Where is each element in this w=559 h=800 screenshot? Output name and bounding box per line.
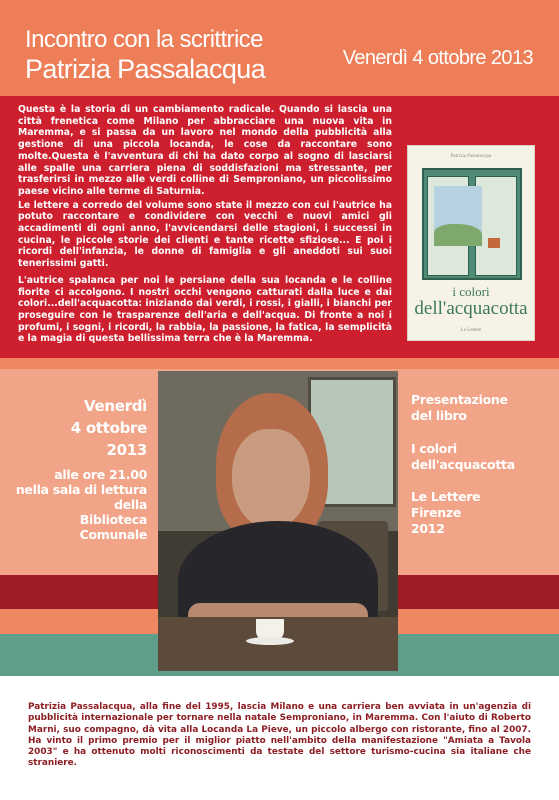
- presentation-details: [411, 392, 515, 537]
- intro-paragraph: Le lettere a corredo del volume sono state il mezzo con cui l'autrice ha potuto raccontare e condividere con vecchi e nuovi amici gli accadimenti di ogni anno, l'avvicendarsi delle stagioni, i successi in cucina, le piccole storie dei clienti e tante ricette sfiziose... E poi i ricordi dell'infanzia, le donne di famiglia e gli aneddoti sui suoi tenerissimi gatti.: [18, 199, 392, 270]
- photo-face: [232, 429, 310, 529]
- publication-year: 2012: [411, 521, 445, 536]
- book-cover-image: [407, 145, 535, 341]
- author-name: Patrizia Passalacqua: [25, 54, 266, 84]
- event-day: Venerdì: [84, 397, 147, 415]
- event-venue: nella sala di lettura: [15, 482, 147, 497]
- intro-text: [18, 104, 392, 350]
- publisher: Le Lettere: [411, 489, 481, 504]
- event-venue: Biblioteca: [79, 512, 147, 527]
- publisher-city: Firenze: [411, 505, 462, 520]
- header-banner: [0, 0, 559, 96]
- event-date: 4 ottobre: [70, 419, 147, 437]
- event-time: alle ore 21.00: [54, 467, 147, 482]
- book-title: I colori: [411, 441, 457, 456]
- event-year: 2013: [106, 441, 147, 459]
- event-title: Incontro con la scrittrice: [25, 26, 263, 53]
- book-cover-title: i colori: [452, 284, 490, 299]
- intro-paragraph: L'autrice spalanca per noi le persiane della sua locanda e le colline fiorite ci accolgono. I nostri occhi vengono catturati dalla luce e dai colori...dell'acquacotta: iniziando dai verdi, i rossi, i gialli, i bianchi per proseguire con le trasparenze dell'aria e dell'acqua. Di fronte a noi i profumi, i sogni, i ricordi, la rabbia, la passione, la fatica, la semplicità e la magia di questa bellissima terra che è la Maremma.: [18, 274, 392, 345]
- book-cover-publisher: Le Lettere: [460, 328, 482, 333]
- green-hills: [434, 224, 482, 246]
- header-date: Venerdì 4 ottobre 2013: [342, 47, 533, 69]
- book-title: dell'acquacotta: [411, 457, 515, 472]
- event-venue: Comunale: [79, 527, 147, 542]
- flower-pot: [488, 238, 500, 248]
- author-bio: Patrizia Passalacqua, alla fine del 1995, lascia Milano e una carriera ben avviata in un'agenzia di pubblicità internazionale per tornare nella natale Semproniano, in Maremma. Con l'aiuto di Roberto Marni, suo compagno, dà vita alla Locanda La Pieve, un piccolo albergo con ristorante, fino al 2007. Ha vinto il primo premio per il miglior piatto nell'ambito della manifestazione "Amiata a Tavola 2003" e ha ottenuto molti riconoscimenti da testate del settore turismo-cucina sia italiane che straniere.: [28, 702, 531, 769]
- event-venue: della: [114, 497, 147, 512]
- presentation-label: Presentazione: [411, 392, 508, 407]
- author-photo: [158, 371, 398, 671]
- coffee-saucer: [246, 637, 294, 645]
- book-cover-author: Patrizia Passalacqua: [450, 154, 492, 159]
- event-details: [16, 395, 147, 542]
- intro-paragraph: Questa è la storia di un cambiamento radicale. Quando si lascia una città frenetica come Milano per abbracciare una nuova vita in Maremma, e si passa da un lavoro nel mondo della pubblicità alla gestione di una piccola locanda, le cose da raccontare sono molte.Questa è l'avventura di chi ha dato corpo al sogno di lasciarsi alle spalle una carriera piena di soddisfazioni ma stressante, per trasferirsi in mezzo alle verdi colline di Semproniano, un piccolissimo paese vicino alle terme di Saturnia.: [18, 104, 392, 197]
- book-cover-title: dell'acquacotta: [414, 298, 528, 319]
- presentation-label: del libro: [411, 408, 467, 423]
- decor-band: [0, 358, 559, 369]
